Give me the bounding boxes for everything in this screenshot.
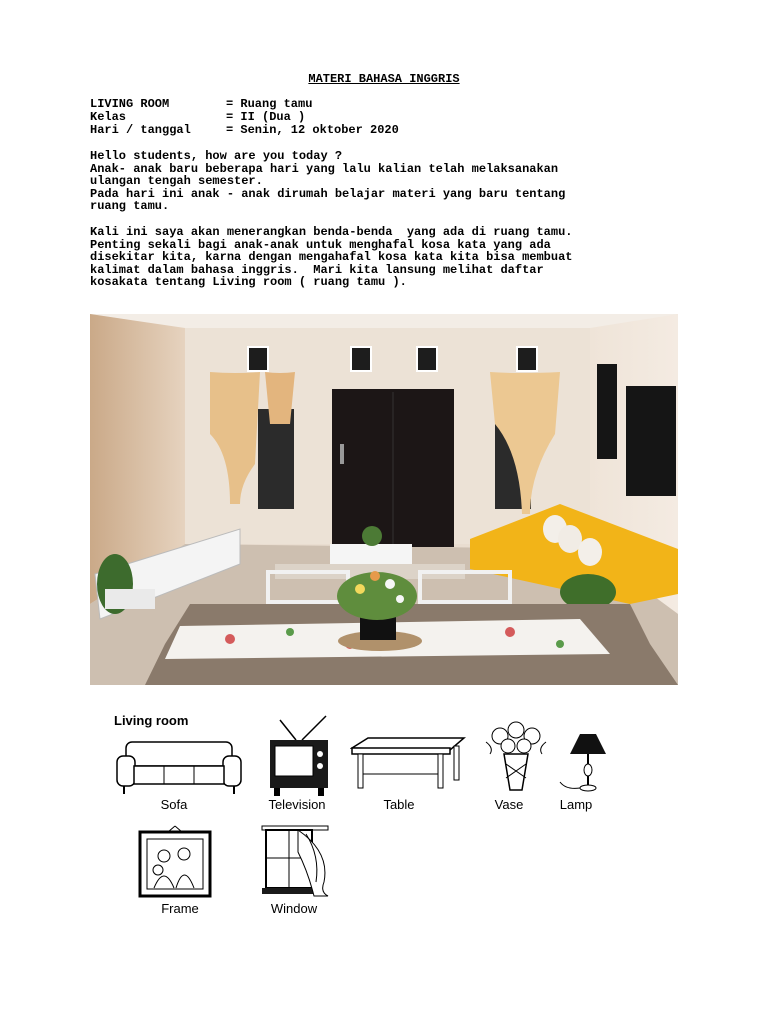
document-title: MATERI BAHASA INGGRIS xyxy=(308,72,460,86)
text-line: Kali ini saya akan menerangkan benda-benda yang ada di ruang tamu. xyxy=(90,225,573,239)
vocabulary-heading: Living room xyxy=(114,713,189,728)
text-line: Penting sekali bagi anak-anak untuk menghafal kosa kata yang ada xyxy=(90,237,551,252)
intro-paragraph xyxy=(90,150,690,213)
text-line: ruang tamu. xyxy=(90,199,170,214)
lesson-info-value: = Ruang tamu xyxy=(226,97,313,111)
vocab-label-frame: Frame xyxy=(161,901,199,916)
lesson-info-key: LIVING ROOM xyxy=(90,97,170,111)
vocab-label-vase: Vase xyxy=(494,797,524,812)
lesson-info-value: = II (Dua ) xyxy=(226,110,306,124)
lesson-info xyxy=(90,98,399,137)
text-line: Anak- anak baru beberapa hari yang lalu kalian telah melaksanakan xyxy=(90,161,559,176)
vocab-label-table: Table xyxy=(383,797,415,812)
text-line: Hello students, how are you today ? xyxy=(90,149,343,163)
vocab-label-window: Window xyxy=(270,901,318,916)
lamp-icon xyxy=(556,732,612,792)
lesson-info-value: = Senin, 12 oktober 2020 xyxy=(226,123,399,137)
window-icon xyxy=(258,822,332,898)
lesson-info-date xyxy=(90,124,399,137)
vocab-label-sofa: Sofa xyxy=(160,797,188,812)
text-line: kosakata tentang Living room ( ruang tamu ). xyxy=(90,275,407,290)
lesson-info-key: Hari / tanggal xyxy=(90,123,191,137)
vocabulary-chart xyxy=(110,708,610,923)
text-line: disekitar kita, karna dengan mengahafal kosa kata kita bisa membuat xyxy=(90,250,573,265)
television-icon xyxy=(266,714,332,798)
vocab-label-lamp: Lamp xyxy=(559,797,593,812)
lesson-info-key: Kelas xyxy=(90,110,127,124)
sofa-icon xyxy=(114,738,244,798)
text-line: Pada hari ini anak - anak dirumah belajar materi yang baru tentang xyxy=(90,186,566,201)
table-icon xyxy=(350,736,466,792)
explanation-paragraph xyxy=(90,226,690,289)
vase-icon xyxy=(480,720,552,792)
living-room-photo xyxy=(90,314,678,685)
frame-icon xyxy=(138,824,212,898)
text-line: ulangan tengah semester. xyxy=(90,174,263,189)
vocab-label-television: Television xyxy=(268,797,326,812)
text-line: kalimat dalam bahasa inggris. Mari kita lansung melihat daftar xyxy=(90,262,544,277)
